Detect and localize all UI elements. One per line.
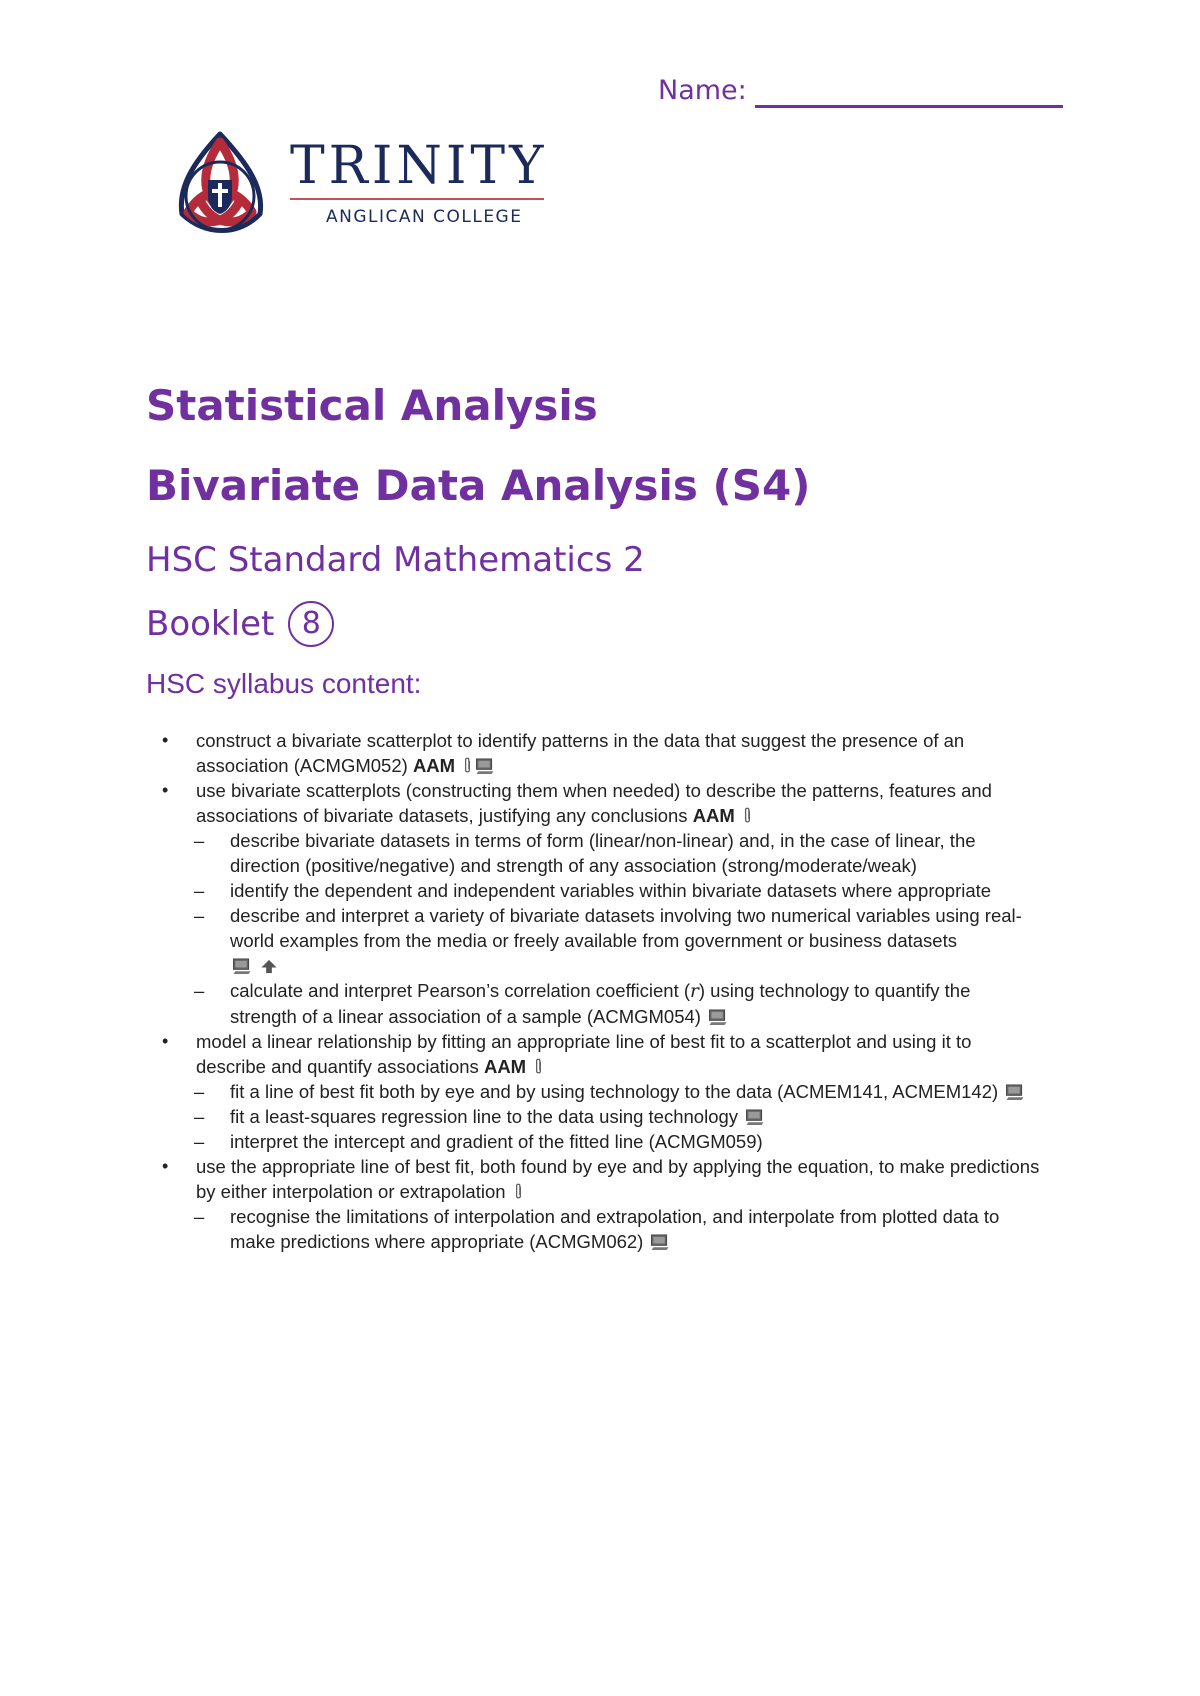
- computer-icon: [232, 958, 252, 975]
- arrow-icon: [259, 958, 279, 975]
- syllabus-point-2: use bivariate scatterplots (constructing them when needed) to describe the patterns, features and associations of bivariate datasets, justifying any conclusions: [196, 780, 992, 826]
- syllabus-point-1: construct a bivariate scatterplot to identify patterns in the data that suggest the presence of an association (ACMGM052): [196, 730, 965, 776]
- aam-tag: AAM: [692, 805, 735, 826]
- syllabus-point-3b: fit a least-squares regression line to the data using technology: [230, 1106, 739, 1127]
- paperclip-icon: [462, 756, 473, 775]
- list-item: [160, 728, 1040, 778]
- syllabus-point-4: use the appropriate line of best fit, both found by eye and by applying the equation, to make predictions by either interpolation or extrapolation: [196, 1156, 1040, 1202]
- list-item: [160, 1129, 1040, 1154]
- course-title: HSC Standard Mathematics 2: [146, 540, 645, 580]
- computer-icon: [1005, 1084, 1025, 1101]
- logo-subtitle: ANGLICAN COLLEGE: [326, 207, 523, 227]
- paperclip-icon: [513, 1182, 524, 1201]
- paperclip-icon: [742, 806, 753, 825]
- topic-title: Bivariate Data Analysis (S4): [146, 461, 811, 510]
- logo-divider: [290, 198, 544, 200]
- booklet-number: 8: [288, 601, 334, 647]
- paperclip-icon: [533, 1057, 544, 1076]
- syllabus-point-3: model a linear relationship by fitting an appropriate line of best fit to a scatterplot and using it to describe and quantify associations: [196, 1031, 972, 1077]
- booklet-label: Booklet: [146, 604, 275, 644]
- list-item: [160, 778, 1040, 828]
- computer-icon: [708, 1009, 728, 1026]
- aam-tag: AAM: [412, 755, 456, 776]
- aam-tag: AAM: [483, 1056, 527, 1077]
- syllabus-point-3a: fit a line of best fit both by eye and by using technology to the data (ACMEM141, ACMEM142): [230, 1081, 999, 1102]
- main-title: Statistical Analysis: [146, 381, 598, 430]
- logo-wordmark: TRINITY: [290, 136, 548, 196]
- syllabus-heading: HSC syllabus content:: [146, 668, 422, 699]
- syllabus-point-4a: recognise the limitations of interpolation and extrapolation, and interpolate from plotted data to make predictions where appropriate (ACMGM062): [230, 1206, 1000, 1252]
- pearson-r-symbol: r: [690, 981, 699, 1002]
- name-blank-line[interactable]: [755, 80, 1063, 108]
- name-label: Name:: [658, 75, 747, 106]
- computer-icon: [650, 1234, 670, 1251]
- syllabus-point-2d-pre: calculate and interpret Pearson’s correlation coefficient (: [230, 980, 691, 1001]
- syllabus-list: [160, 728, 1040, 1254]
- list-item: [160, 1029, 1040, 1079]
- list-item: [160, 878, 1040, 903]
- syllabus-point-2a: describe bivariate datasets in terms of form (linear/non-linear) and, in the case of linear, the direction (positive/negative) and strength of any association (strong/moderate/weak): [230, 830, 976, 876]
- list-item: [160, 1079, 1040, 1104]
- trinity-knot-emblem: [158, 124, 282, 248]
- computer-icon: [475, 758, 495, 775]
- list-item: [160, 1154, 1040, 1204]
- school-logo: [158, 124, 548, 248]
- list-item: [160, 903, 1040, 978]
- syllabus-point-3c: interpret the intercept and gradient of the fitted line (ACMGM059): [230, 1131, 763, 1152]
- syllabus-point-2d-post: ) using technology to quantify the strength of a linear association of a sample (ACMGM054): [230, 980, 971, 1027]
- name-field: [658, 74, 1063, 108]
- syllabus-point-2b: identify the dependent and independent variables within bivariate datasets where appropriate: [230, 880, 992, 901]
- list-item: [160, 1204, 1040, 1254]
- list-item: [160, 978, 1040, 1029]
- list-item: [160, 1104, 1040, 1129]
- booklet-title: [146, 600, 334, 648]
- list-item: [160, 828, 1040, 878]
- computer-icon: [745, 1109, 765, 1126]
- syllabus-point-2c: describe and interpret a variety of bivariate datasets involving two numerical variables using real-world examples from the media or freely available from government or business datasets: [230, 905, 1022, 951]
